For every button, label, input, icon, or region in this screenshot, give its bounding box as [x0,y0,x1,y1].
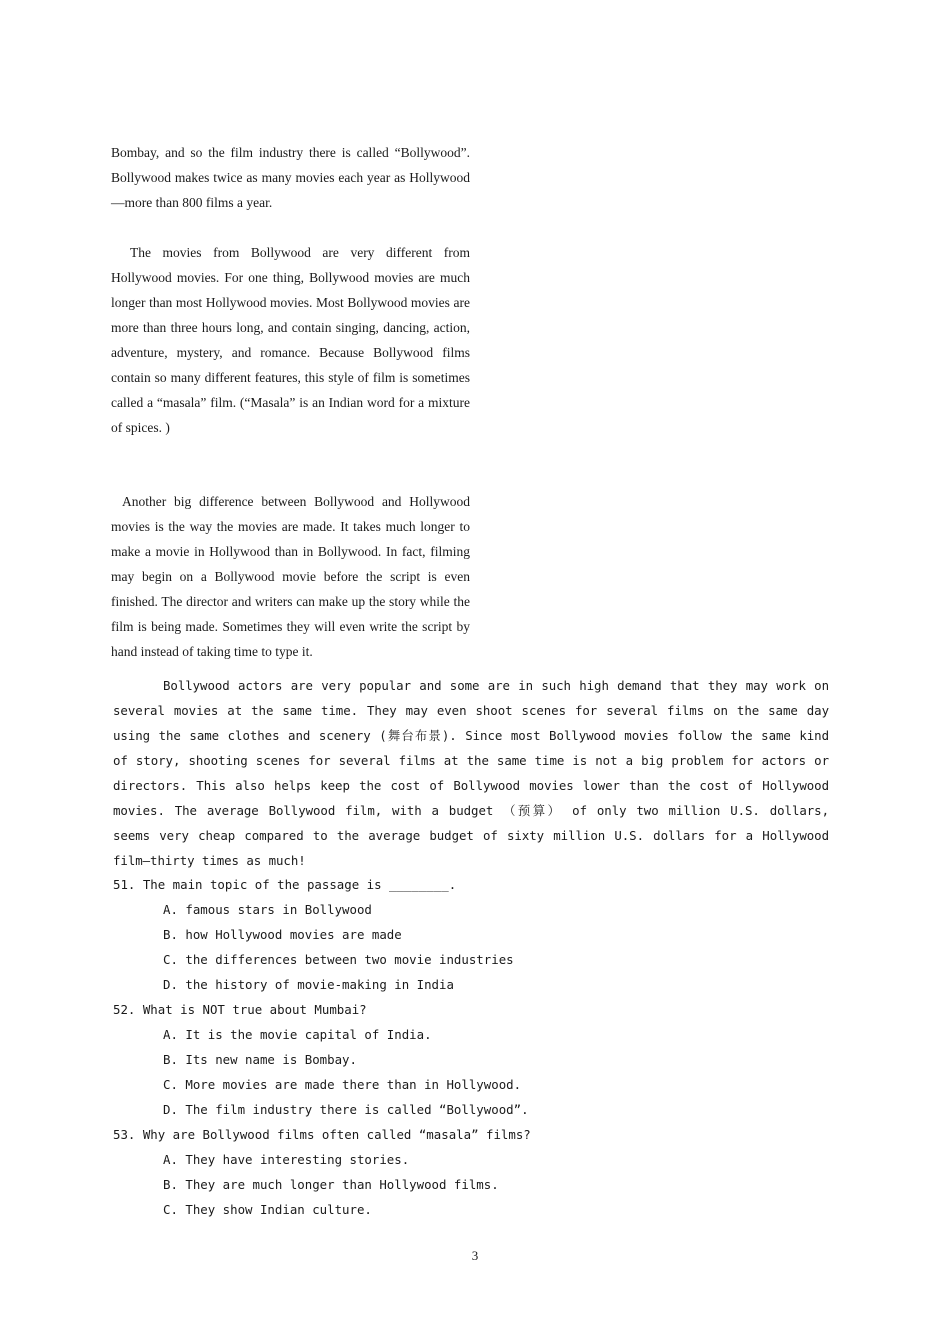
question-51-option-d: D. the history of movie-making in India [163,977,454,992]
question-53-option-b: B. They are much longer than Hollywood films. [163,1177,499,1192]
question-51-option-b: B. how Hollywood movies are made [163,927,402,942]
passage-paragraph-1: Bombay, and so the film industry there is called “Bollywood”. Bollywood makes twice as many movies each year as Hollywood—more than 800 films a year. [111,144,470,210]
question-51-option-a: A. famous stars in Bollywood [163,902,372,917]
question-list [113,872,829,1222]
passage-paragraph-4: Bollywood actors are very popular and some are in such high demand that they may work on several movies at the same time. They may even shoot scenes for several films on the same day using the same clothes and scenery (舞台布景). Since most Bollywood movies follow the same kind of story, shooting scenes for several films at the same time is not a big problem for actors or directors. This also helps keep the cost of Bollywood movies lower than the cost of Hollywood movies. The average Bollywood film, with a budget （预算） of only two million U.S. dollars, seems very cheap compared to the average budget of sixty million U.S. dollars for a Hollywood film—thirty times as much! [113,678,829,868]
page-number: 3 [471,1248,479,1263]
question-51-option-c: C. the differences between two movie industries [163,952,514,967]
passage-paragraph-3: Another big difference between Bollywood and Hollywood movies is the way the movies are made. It takes much longer to make a movie in Hollywood than in Bollywood. In fact, filming may begin on a Bollywood movie before the script is even finished. The director and writers can make up the story while the film is being made. Sometimes they will even write the script by hand instead of taking time to type it. [111,493,470,659]
question-52: 52. What is NOT true about Mumbai? [113,1002,367,1017]
question-53-option-a: A. They have interesting stories. [163,1152,410,1167]
question-52-option-a: A. It is the movie capital of India. [163,1027,432,1042]
question-52-option-d: D. The film industry there is called “Bollywood”. [163,1102,529,1117]
question-52-option-b: B. Its new name is Bombay. [163,1052,357,1067]
question-53-option-c: C. They show Indian culture. [163,1202,372,1217]
question-53: 53. Why are Bollywood films often called “masala” films? [113,1127,531,1142]
passage-paragraph-2: The movies from Bollywood are very different from Hollywood movies. For one thing, Bollywood movies are much longer than most Hollywood movies. Most Bollywood movies are more than three hours long, and contain singing, dancing, action, adventure, mystery, and romance. Because Bollywood films contain so many different features, this style of film is sometimes called a “masala” film. (“Masala” is an Indian word for a mixture of spices. ) [111,244,470,435]
question-51: 51. The main topic of the passage is ________. [113,877,457,892]
question-52-option-c: C. More movies are made there than in Hollywood. [163,1077,522,1092]
